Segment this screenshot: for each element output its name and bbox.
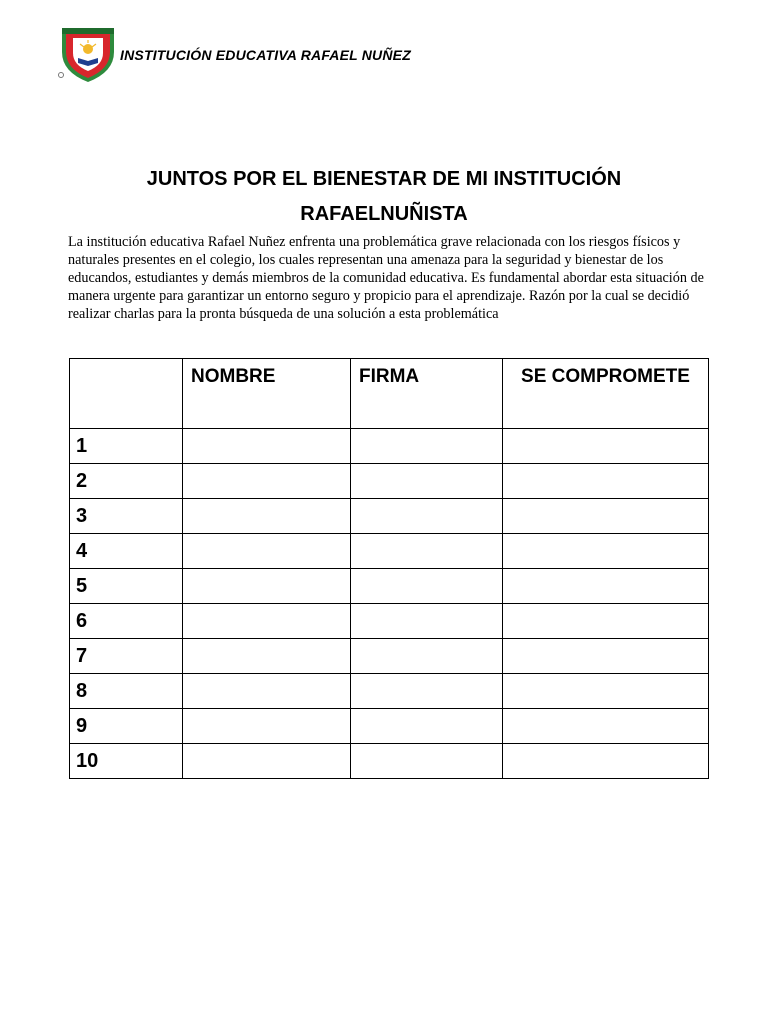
table-row <box>70 709 709 744</box>
nombre-cell[interactable] <box>183 639 351 674</box>
se-compromete-cell[interactable] <box>503 464 709 499</box>
se-compromete-cell[interactable] <box>503 604 709 639</box>
header-se-compromete: SE COMPROMETE <box>503 359 709 429</box>
table-row <box>70 464 709 499</box>
table-row <box>70 569 709 604</box>
institution-name: INSTITUCIÓN EDUCATIVA RAFAEL NUÑEZ <box>120 47 411 63</box>
nombre-cell[interactable] <box>183 499 351 534</box>
firma-cell[interactable] <box>351 429 503 464</box>
firma-cell[interactable] <box>351 534 503 569</box>
table-row <box>70 744 709 779</box>
firma-cell[interactable] <box>351 604 503 639</box>
se-compromete-cell[interactable] <box>503 499 709 534</box>
row-number: 9 <box>70 709 183 744</box>
row-number: 1 <box>70 429 183 464</box>
row-number: 10 <box>70 744 183 779</box>
school-crest-icon <box>56 22 120 84</box>
header-firma: FIRMA <box>351 359 503 429</box>
row-number: 2 <box>70 464 183 499</box>
document-title: JUNTOS POR EL BIENESTAR DE MI INSTITUCIÓN RAFAELNUÑISTA <box>146 168 622 225</box>
nombre-cell[interactable] <box>183 534 351 569</box>
table-row <box>70 534 709 569</box>
row-number: 4 <box>70 534 183 569</box>
nombre-cell[interactable] <box>183 674 351 709</box>
firma-cell[interactable] <box>351 464 503 499</box>
nombre-cell[interactable] <box>183 464 351 499</box>
header-number <box>70 359 183 429</box>
row-number: 3 <box>70 499 183 534</box>
table-header-row <box>70 359 709 429</box>
row-number: 7 <box>70 639 183 674</box>
se-compromete-cell[interactable] <box>503 744 709 779</box>
firma-cell[interactable] <box>351 499 503 534</box>
firma-cell[interactable] <box>351 569 503 604</box>
table-row <box>70 429 709 464</box>
se-compromete-cell[interactable] <box>503 534 709 569</box>
page-header <box>56 22 736 86</box>
firma-cell[interactable] <box>351 744 503 779</box>
se-compromete-cell[interactable] <box>503 639 709 674</box>
firma-cell[interactable] <box>351 674 503 709</box>
row-number: 8 <box>70 674 183 709</box>
nombre-cell[interactable] <box>183 604 351 639</box>
nombre-cell[interactable] <box>183 569 351 604</box>
row-number: 5 <box>70 569 183 604</box>
table-row <box>70 639 709 674</box>
nombre-cell[interactable] <box>183 429 351 464</box>
intro-paragraph: La institución educativa Rafael Nuñez enfrenta una problemática grave relacionada con los riesgos físicos y naturales presentes en el colegio, los cuales representan una amenaza para la seguridad y bienestar de los educandos, estudiantes y demás miembros de la comunidad educativa. Es fundamental abordar esta situación de manera urgente para garantizar un entorno seguro y propicio para el aprendizaje. Razón por la cual se decidió realizar charlas para la pronta búsqueda de una solución a esta problemática <box>68 234 704 322</box>
firma-cell[interactable] <box>351 639 503 674</box>
registered-mark-icon <box>58 72 64 78</box>
table-row <box>70 604 709 639</box>
se-compromete-cell[interactable] <box>503 709 709 744</box>
nombre-cell[interactable] <box>183 744 351 779</box>
nombre-cell[interactable] <box>183 709 351 744</box>
header-nombre: NOMBRE <box>183 359 351 429</box>
signature-table <box>69 358 709 779</box>
table-row <box>70 499 709 534</box>
se-compromete-cell[interactable] <box>503 674 709 709</box>
firma-cell[interactable] <box>351 709 503 744</box>
se-compromete-cell[interactable] <box>503 569 709 604</box>
table-row <box>70 674 709 709</box>
row-number: 6 <box>70 604 183 639</box>
se-compromete-cell[interactable] <box>503 429 709 464</box>
